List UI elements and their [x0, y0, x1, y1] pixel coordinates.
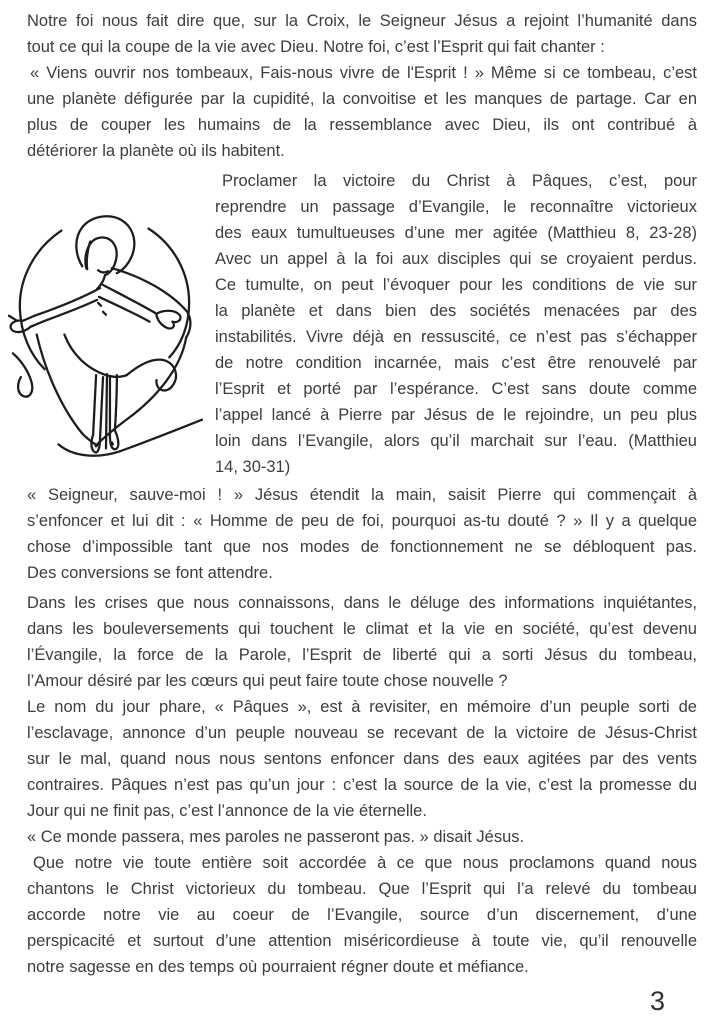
mouth [98, 270, 108, 272]
text-line: l’Esprit et porté par l’espérance. C’est sans doute comme [215, 380, 697, 398]
text-line: chantons le Christ victorieux du tombeau. Que l’Esprit qui l’a relevé du tombeau [27, 880, 697, 898]
text-line: l’Amour désiré par les cœurs qui peut faire toute chose nouvelle ? [27, 672, 508, 690]
text-line: 14, 30-31) [215, 458, 291, 476]
paragraph-crises [27, 590, 697, 694]
text-line: l’esclavage, annonce d’un peuple nouveau se recevant de la victoire de Jésus-Christ [27, 724, 697, 742]
drape-left-band [37, 335, 97, 446]
text-line: Notre foi nous fait dire que, sur la Croix, le Seigneur Jésus a rejoint l’humanité dans [27, 12, 697, 30]
paragraph-jesus-quote [27, 824, 697, 850]
text-line: reprendre un passage d’Evangile, le reconnaître victorieux [215, 198, 697, 216]
text-line: instabilités. Vivre déjà en ressuscité, ce n’est pas s’échapper [215, 328, 697, 346]
text-line: Ce tumulte, on peut l’évoquer pour les conditions de vie sur [215, 276, 697, 294]
neck [97, 275, 105, 289]
text-line: perspicacité et surtout d’une attention miséricordieuse à toute vie, qu’il renouvelle [27, 932, 697, 950]
right-leg-outer [115, 375, 117, 430]
wave-bottom [58, 420, 202, 456]
chest-marks [98, 303, 106, 315]
text-line: chose d’impossible tant que nos modes de fonctionnement ne se débloquent pas. [27, 538, 697, 556]
text-line: loin dans l’Evangile, alors qu’il marchait sur l’eau. (Matthieu [215, 432, 697, 450]
paragraph-paques-meaning [27, 694, 697, 824]
text-line: la planète et dans bien des sociétés menacées par des [215, 302, 697, 320]
paragraph-hymn-quote [27, 60, 697, 164]
right-hand [156, 311, 180, 329]
illustrated-section [27, 168, 697, 480]
line-art-strokes [9, 216, 202, 455]
paragraph-intro [27, 8, 697, 60]
text-line: l’appel lancé à Pierre par Jésus de le rejoindre, un peu plus [215, 406, 697, 424]
mandorla-circle-right [149, 229, 190, 358]
drape-inner-fold [64, 335, 126, 377]
paragraph-conclusion [27, 850, 697, 980]
text-line: « Ce monde passera, mes paroles ne passeront pas. » disait Jésus. [27, 828, 525, 846]
text-line: Des conversions se font attendre. [27, 564, 273, 582]
text-line: Le nom du jour phare, « Pâques », est à revisiter, en mémoire d’un peuple sorti de [27, 698, 697, 716]
text-line: Proclamer la victoire du Christ à Pâques, c’est, pour [222, 172, 697, 190]
page-number: 3 [649, 986, 665, 1016]
center-drape-line [106, 374, 107, 448]
text-line: des eaux tumultueuses d’une mer agitée (Matthieu 8, 23-28) [215, 224, 697, 242]
text-line: tout ce qui la coupe de la vie avec Dieu. Notre foi, c’est l’Esprit qui fait chanter : [27, 38, 605, 56]
cloth-end-left [13, 353, 32, 396]
wave-right-curl [127, 360, 176, 391]
text-line: « Viens ouvrir nos tombeaux, Fais-nous vivre de l'Esprit ! » Même si ce tombeau, c’est [30, 64, 697, 82]
text-line: Jour qui ne finit pas, c’est l’annonce de la vie éternelle. [27, 802, 427, 820]
text-line: détériorer la planète où ils habitent. [27, 142, 285, 160]
text-line: l’Évangile, la force de la Parole, l’Esprit de liberté qui a sorti Jésus du tombeau, [27, 646, 697, 664]
text-line: Avec un appel à la foi aux disciples qui se croyaient perdus. [215, 250, 697, 268]
right-foot [110, 431, 118, 450]
text-line: sur le mal, quand nous nous sentons enfoncer dans des eaux agitées par des vents [27, 750, 697, 768]
text-line: notre sagesse en des temps où pourraient régner doute et méfiance. [27, 958, 529, 976]
right-arm-top [103, 285, 156, 314]
paragraph-peter-rescue [27, 482, 697, 586]
drape-top-edge [112, 268, 190, 337]
right-arm-bottom [99, 297, 149, 322]
hair-left [87, 241, 90, 269]
left-leg-outer [93, 375, 96, 434]
risen-christ-illustration [7, 168, 203, 467]
text-line: de notre condition incarnée, mais c’est être renouvelé par [215, 354, 697, 372]
text-line: contraires. Pâques n’est pas qu’un jour : c’est la source de la vie, c’est la promesse du [27, 776, 697, 794]
text-line: plus de couper les humains de la ressemblance avec Dieu, ils ont contribué à [27, 116, 697, 134]
text-line: Que notre vie toute entière soit accordée à ce que nous proclamons quand nous [33, 854, 697, 872]
risen-christ-line-art-icon [7, 208, 203, 467]
left-leg-inner [100, 377, 103, 438]
text-line: « Seigneur, sauve-moi ! » Jésus étendit la main, saisit Pierre qui commençait à [27, 486, 697, 504]
text-line: une planète défigurée par la cupidité, la convoitise et les manques de partage. Car en [27, 90, 697, 108]
text-line: Dans les crises que nous connaissons, dans le déluge des informations inquiétantes, [27, 594, 697, 612]
text-line: s’enfoncer et lui dit : « Homme de peu de foi, pourquoi as-tu douté ? » Il y a quelque [27, 512, 697, 530]
text-line: dans les bouleversements qui touchent le climat et la vie en société, qu’est devenu [27, 620, 697, 638]
text-line: accorde notre vie au coeur de l’Evangile, source d’un discernement, d’une [27, 906, 697, 924]
